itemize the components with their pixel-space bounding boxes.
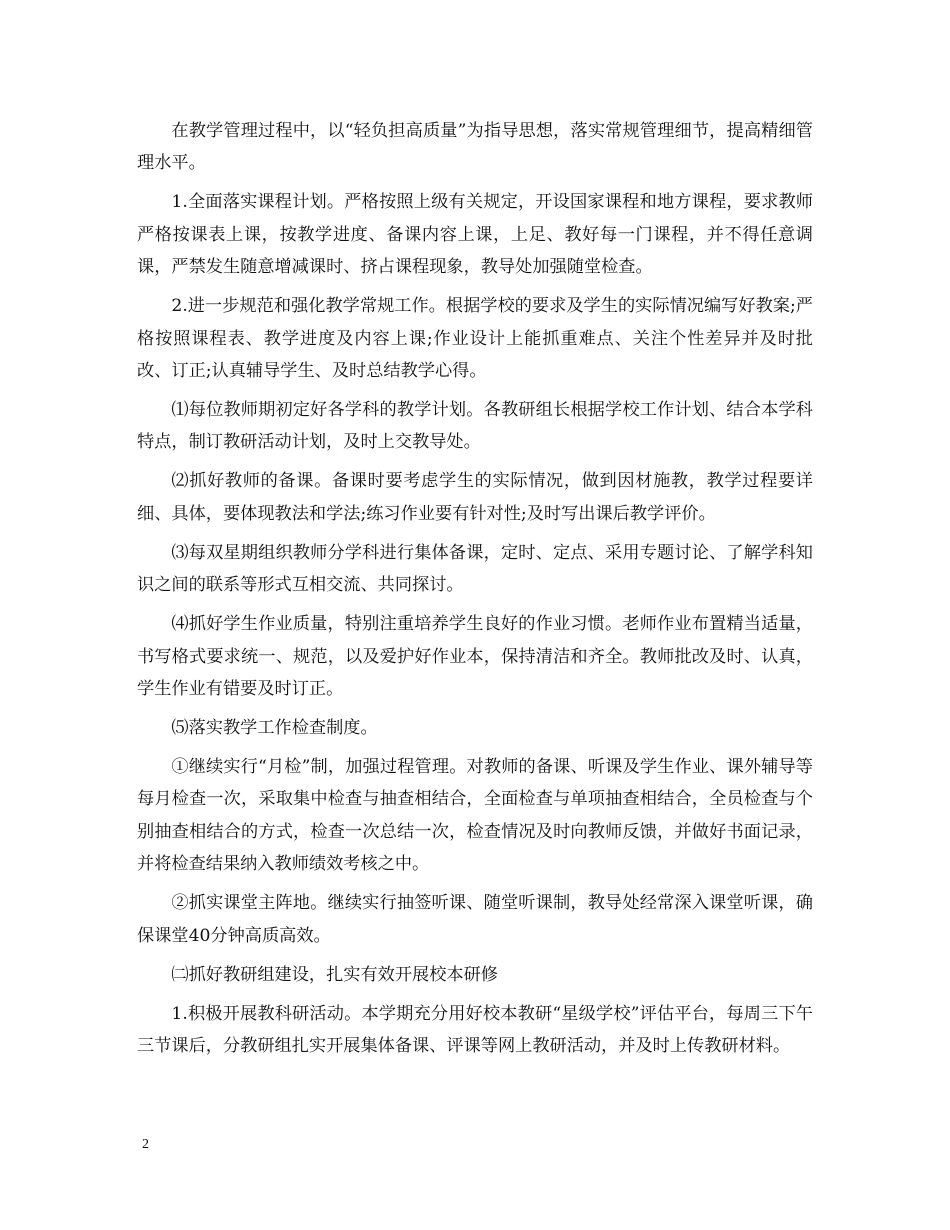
- paragraph-collective-preparation: ⑶每双星期组织教师分学科进行集体备课，定时、定点、采用专题讨论、了解学科知识之间的联系等形式互相交流、共同探讨。: [137, 542, 813, 596]
- paragraph-curriculum-plan: 1.全面落实课程计划。严格按照上级有关规定，开设国家课程和地方课程，要求教师严格按课表上课，按教学进度、备课内容上课，上足、教好每一门课程，并不得任意调课，严禁发生随意增减课时、挤占课程现象，教导处加强随堂检查。: [137, 192, 813, 278]
- paragraph-inspection-system: ⑸落实教学工作检查制度。: [171, 718, 378, 739]
- document-body: [137, 115, 813, 1069]
- page-number: 2: [142, 1137, 149, 1152]
- paragraph-classroom: ②抓实课堂主阵地。继续实行抽签听课、随堂听课制，教导处经常深入课堂听课，确保课堂40分钟高质高效。: [137, 893, 813, 946]
- paragraph-homework-quality: ⑷抓好学生作业质量，特别注重培养学生良好的作业习惯。老师作业布置精当适量，书写格式要求统一、规范，以及爱护好作业本，保持清洁和齐全。教师批改及时、认真，学生作业有错要及时订正。: [137, 614, 813, 700]
- paragraph-intro: 在教学管理过程中，以“轻负担高质量”为指导思想，落实常规管理细节，提高精细管理水平。: [137, 121, 813, 174]
- paragraph-lesson-preparation: ⑵抓好教师的备课。备课时要考虑学生的实际情况，做到因材施教，教学过程要详细、具体，要体现教法和学法;练习作业要有针对性;及时写出课后教学评价。: [137, 471, 813, 524]
- paragraph-monthly-check: ①继续实行“月检”制，加强过程管理。对教师的备课、听课及学生作业、课外辅导等每月检查一次，采取集中检查与抽查相结合，全面检查与单项抽查相结合，全员检查与个别抽查相结合的方式，检查一次总结一次，检查情况及时向教师反馈，并做好书面记录，并将检查结果纳入教师绩效考核之中。: [137, 757, 813, 875]
- paragraph-research-activities: 1.积极开展教科研活动。本学期充分用好校本教研“星级学校”评估平台，每周三下午三节课后，分教研组扎实开展集体备课、评课等网上教研活动，并及时上传教研材料。: [137, 1003, 813, 1057]
- section-heading-research-group: ㈡抓好教研组建设，扎实有效开展校本研修: [171, 964, 498, 985]
- paragraph-teaching-routine: 2.进一步规范和强化教学常规工作。根据学校的要求及学生的实际情况编写好教案;严格按照课程表、教学进度及内容上课;作业设计上能抓重难点、关注个性差异并及时批改、订正;认真辅导学生、及时总结教学心得。: [137, 296, 813, 382]
- paragraph-teaching-plan: ⑴每位教师期初定好各学科的教学计划。各教研组长根据学校工作计划、结合本学科特点，制订教研活动计划，及时上交教导处。: [137, 400, 813, 453]
